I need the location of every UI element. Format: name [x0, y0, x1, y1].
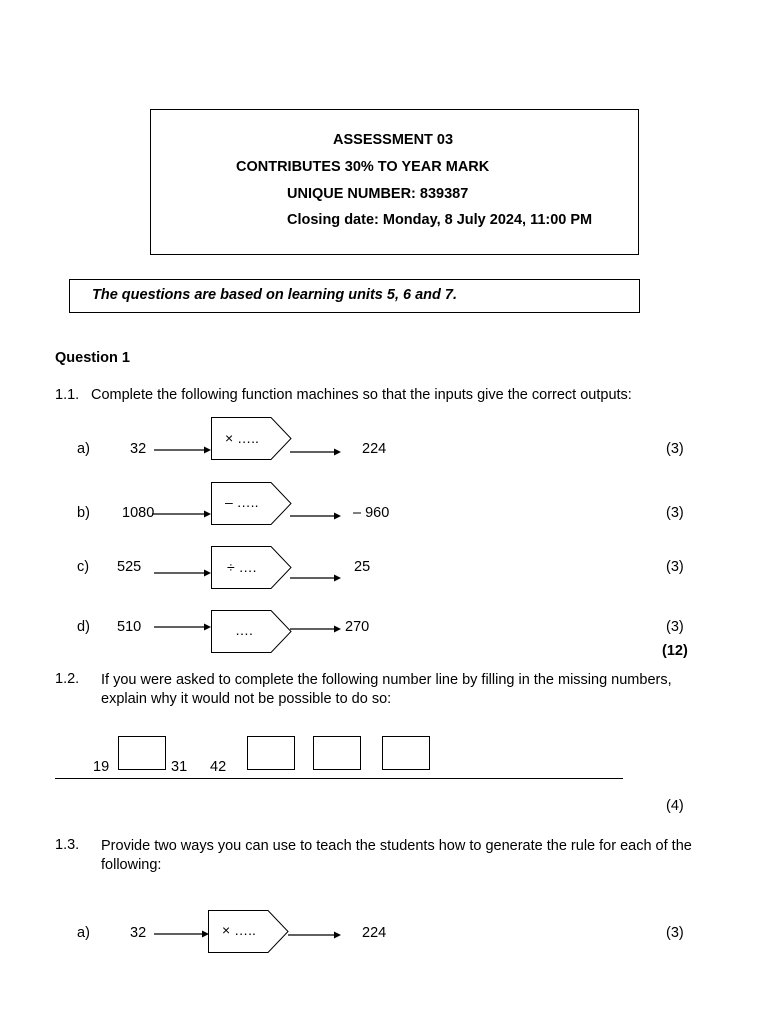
machine-operation: × …..: [222, 922, 256, 938]
number-line-value: 31: [171, 759, 188, 775]
item-label: c): [77, 559, 90, 575]
year-mark-contribution: CONTRIBUTES 30% TO YEAR MARK: [236, 159, 490, 175]
item-marks: (3): [666, 505, 684, 521]
machine-operation: × …..: [225, 430, 259, 446]
number-line-blank-box: [313, 736, 361, 770]
question-1-heading: Question 1: [55, 350, 130, 366]
item-label: a): [77, 925, 90, 941]
q1-2-number: 1.2.: [55, 671, 80, 687]
number-line-blank-box: [247, 736, 295, 770]
item-marks: (3): [666, 619, 684, 635]
item-marks: (3): [666, 441, 684, 457]
machine-input: 1080: [122, 505, 155, 521]
machine-operation: ÷ ….: [227, 559, 257, 575]
output-arrow: [290, 572, 342, 584]
q1-1-total-marks: (12): [662, 643, 688, 659]
assessment-header-box: [150, 109, 639, 255]
item-label: d): [77, 619, 90, 635]
number-line-blank-box: [118, 736, 166, 770]
assessment-title: ASSESSMENT 03: [333, 132, 454, 148]
machine-output: 270: [345, 619, 370, 635]
number-line: [55, 778, 623, 779]
machine-input: 525: [117, 559, 142, 575]
q1-3-number: 1.3.: [55, 837, 80, 853]
output-arrow: [290, 510, 342, 522]
machine-operation: ….: [235, 622, 253, 638]
machine-input: 32: [130, 441, 147, 457]
input-arrow: [154, 621, 212, 633]
machine-operation: – …..: [225, 494, 259, 510]
output-arrow: [288, 929, 342, 941]
input-arrow: [154, 444, 212, 456]
item-label: a): [77, 441, 90, 457]
machine-output: 25: [354, 559, 371, 575]
unique-number: UNIQUE NUMBER: 839387: [287, 186, 469, 202]
q1-2-marks: (4): [666, 798, 684, 814]
output-arrow: [290, 623, 342, 635]
q1-3-instruction: Provide two ways you can use to teach the students how to generate the rule for each of the following:: [101, 838, 692, 873]
machine-output: 224: [362, 441, 387, 457]
number-line-blank-box: [382, 736, 430, 770]
number-line-value: 42: [210, 759, 227, 775]
machine-output: – 960: [353, 505, 390, 521]
machine-input: 510: [117, 619, 142, 635]
q1-2-instruction: If you were asked to complete the following number line by filling in the missing numbers, explain why it would not be possible to do so:: [101, 672, 672, 707]
q1-1-instruction: Complete the following function machines so that the inputs give the correct outputs:: [91, 387, 632, 403]
number-line-value: 19: [93, 759, 110, 775]
learning-units-note: The questions are based on learning units 5, 6 and 7.: [92, 287, 457, 303]
closing-date: Closing date: Monday, 8 July 2024, 11:00 PM: [287, 212, 593, 228]
output-arrow: [290, 446, 342, 458]
input-arrow: [154, 567, 212, 579]
input-arrow: [152, 508, 212, 520]
input-arrow: [154, 928, 210, 940]
item-marks: (3): [666, 559, 684, 575]
item-label: b): [77, 505, 90, 521]
machine-input: 32: [130, 925, 147, 941]
machine-output: 224: [362, 925, 387, 941]
item-marks: (3): [666, 925, 684, 941]
q1-1-number: 1.1.: [55, 387, 80, 403]
